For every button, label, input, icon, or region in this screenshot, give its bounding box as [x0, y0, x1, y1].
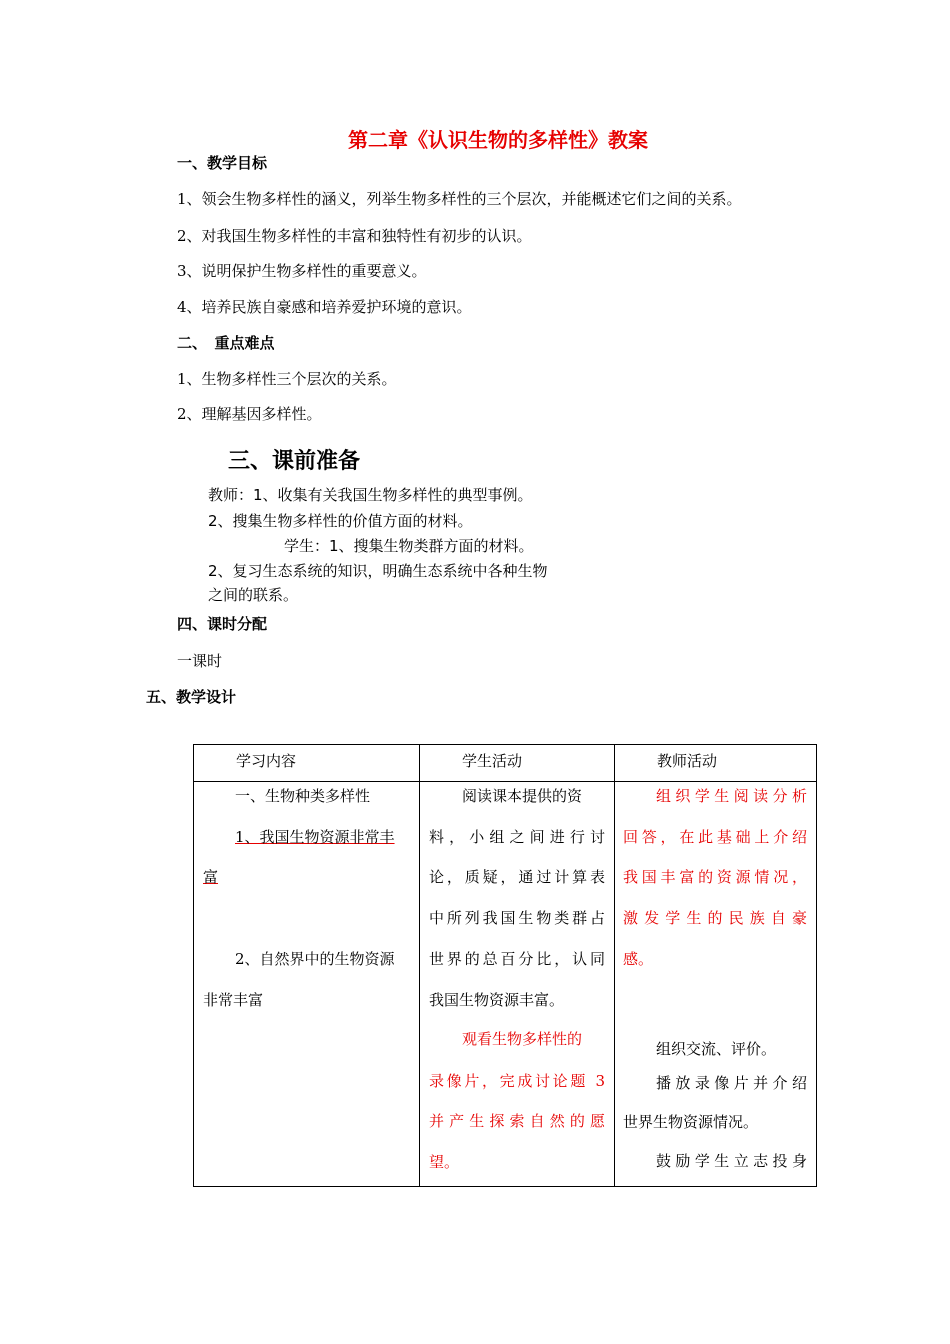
section1-item: 4、培养民族自豪感和培养爱护环境的意识。: [177, 298, 472, 316]
teacher-line: 回答，在此基础上介绍: [623, 828, 807, 846]
section5-heading: 五、教学设计: [146, 688, 237, 706]
table-header-row: [194, 745, 817, 782]
teacher-line: 组织学生阅读分析: [656, 787, 807, 805]
section3-heading: 三、课前准备: [228, 449, 361, 474]
header-cell: 学习内容: [194, 745, 420, 782]
student-activity-cell: [420, 782, 615, 1187]
section2-heading: 二、 重点难点: [177, 334, 275, 352]
teacher-line: 播放录像片并介绍: [656, 1074, 807, 1092]
teacher-activity-cell: [615, 782, 817, 1187]
student-line: 阅读课本提供的资: [462, 787, 583, 805]
student-line: 录像片，完成讨论题 3: [429, 1072, 605, 1090]
teacher-line: 感。: [623, 950, 654, 968]
student-line: 世界的总百分比，认同: [429, 950, 605, 968]
header-cell: 学生活动: [420, 745, 615, 782]
content-line: 1、我国生物资源非常丰: [235, 828, 395, 846]
table-row: [194, 782, 817, 1187]
student-line: 并产生探索自然的愿: [429, 1112, 605, 1130]
section3-line: 2、搜集生物多样性的价值方面的材料。: [208, 512, 473, 530]
section2-item: 1、生物多样性三个层次的关系。: [177, 370, 397, 388]
section3-line: 之间的联系。: [208, 586, 299, 604]
section1-item: 2、对我国生物多样性的丰富和独特性有初步的认识。: [177, 227, 532, 245]
student-line: 我国生物资源丰富。: [429, 991, 565, 1009]
student-line: 望。: [429, 1153, 460, 1171]
section3-line: 学生：1、搜集生物类群方面的材料。: [284, 537, 534, 555]
section3-line: 2、复习生态系统的知识，明确生态系统中各种生物: [208, 562, 548, 580]
section1-item: 1、领会生物多样性的涵义，列举生物多样性的三个层次，并能概述它们之间的关系。: [177, 190, 742, 208]
teacher-line: 世界生物资源情况。: [623, 1113, 759, 1131]
teacher-line: 组织交流、评价。: [656, 1040, 777, 1058]
content-line: 一、生物种类多样性: [235, 787, 371, 805]
student-line: 料，小组之间进行讨: [429, 828, 605, 846]
content-line: 2、自然界中的生物资源: [235, 950, 395, 968]
content-cell: [194, 782, 420, 1187]
content-line: 非常丰富: [203, 991, 264, 1009]
section4-heading: 四、课时分配: [177, 615, 268, 633]
teaching-design-table: [193, 744, 817, 1187]
section3-line: 教师：1、收集有关我国生物多样性的典型事例。: [208, 486, 533, 504]
student-line: 论，质疑，通过计算表: [429, 868, 605, 886]
header-cell: 教师活动: [615, 745, 817, 782]
student-line: 观看生物多样性的: [462, 1030, 583, 1048]
section2-item: 2、理解基因多样性。: [177, 405, 322, 423]
teacher-line: 激发学生的民族自豪: [623, 909, 807, 927]
section1-item: 3、说明保护生物多样性的重要意义。: [177, 262, 427, 280]
content-line: 富: [203, 868, 219, 886]
student-line: 中所列我国生物类群占: [429, 909, 605, 927]
section1-heading: 一、教学目标: [177, 154, 268, 172]
section4-text: 一课时: [177, 652, 223, 670]
teacher-line: 鼓励学生立志投身: [656, 1152, 807, 1170]
document-title: 第二章《认识生物的多样性》教案: [348, 128, 648, 152]
teacher-line: 我国丰富的资源情况，: [623, 868, 807, 886]
